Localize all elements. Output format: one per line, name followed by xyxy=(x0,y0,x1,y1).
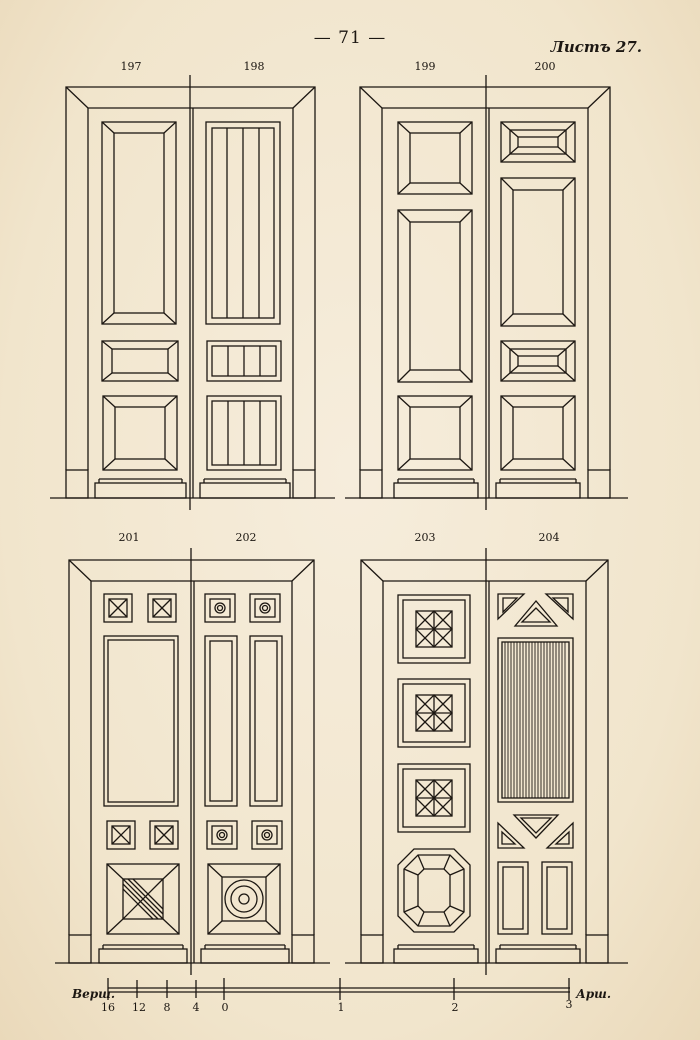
page-number: — 71 — xyxy=(313,28,387,48)
scale-unit-left: Верш. xyxy=(72,987,116,1001)
figure-number-201: 201 xyxy=(118,531,140,544)
scale-tick-label: 2 xyxy=(451,1001,459,1014)
figure-number-204: 204 xyxy=(538,531,560,544)
scale-tick-label: 3 xyxy=(565,998,573,1011)
figure-number-202: 202 xyxy=(235,531,257,544)
scale-tick-label: 8 xyxy=(163,1001,171,1014)
figure-number-198: 198 xyxy=(243,60,265,73)
door-pair-203-204 xyxy=(345,548,628,975)
scale-bar xyxy=(108,978,570,1000)
door-pair-197-198 xyxy=(50,75,335,510)
door-pair-199-200 xyxy=(345,75,628,510)
scale-tick-label: 12 xyxy=(132,1001,146,1014)
scale-tick-label: 1 xyxy=(337,1001,345,1014)
figure-number-203: 203 xyxy=(414,531,436,544)
door-pair-201-202 xyxy=(55,548,330,975)
figure-number-200: 200 xyxy=(534,60,556,73)
scale-unit-right: Арш. xyxy=(576,987,612,1001)
figure-number-199: 199 xyxy=(414,60,436,73)
scale-tick-label: 4 xyxy=(192,1001,200,1014)
figure-number-197: 197 xyxy=(120,60,142,73)
sheet-label: Листъ 27. xyxy=(550,38,642,56)
scale-tick-label: 16 xyxy=(101,1001,115,1014)
scale-tick-label: 0 xyxy=(221,1001,229,1014)
